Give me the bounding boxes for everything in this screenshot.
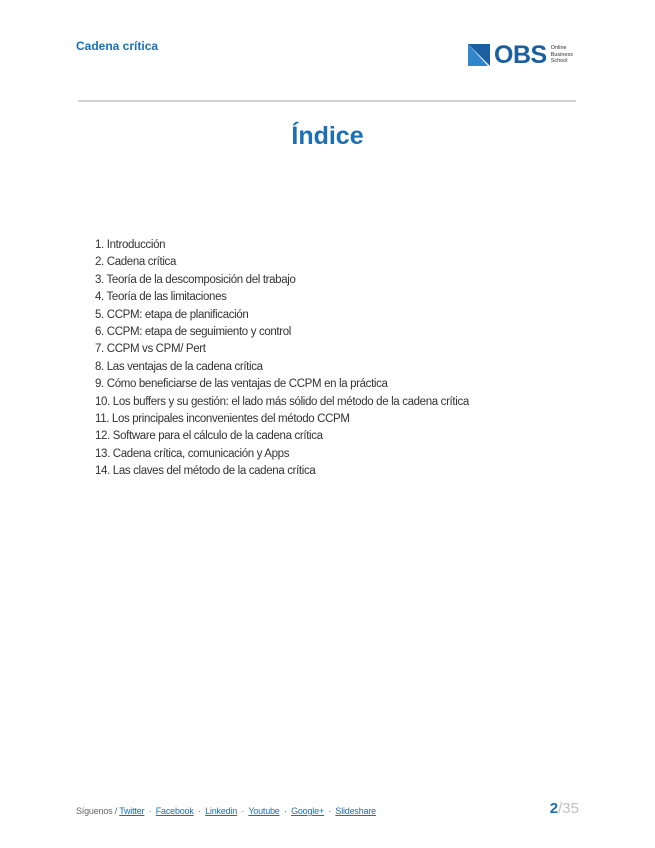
footer-separator: · [328, 806, 332, 816]
footer-separator: · [197, 806, 201, 816]
youtube-link[interactable]: Youtube [248, 806, 280, 816]
obs-logo [468, 42, 573, 68]
footer-separator: · [241, 806, 245, 816]
googleplus-link[interactable]: Google+ [291, 806, 324, 816]
toc-item: 12. Software para el cálculo de la cadena crítica [95, 430, 323, 443]
header-divider [78, 100, 576, 102]
logo-brand: OBS [494, 41, 547, 69]
toc-item: 13. Cadena crítica, comunicación y Apps [95, 447, 290, 460]
table-of-contents [95, 237, 469, 481]
obs-logo-mark-icon [468, 44, 490, 66]
linkedin-link[interactable]: Linkedin [205, 806, 238, 816]
slideshare-link[interactable]: Slideshare [335, 806, 376, 816]
total-pages: /35 [558, 800, 579, 817]
logo-subtitle [551, 45, 573, 65]
toc-item: 6. CCPM: etapa de seguimiento y control [95, 326, 292, 339]
toc-item: 2. Cadena crítica [95, 256, 176, 269]
footer-separator: · [283, 806, 287, 816]
footer-separator: · [148, 806, 152, 816]
twitter-link[interactable]: Twitter [119, 806, 145, 816]
toc-item: 5. CCPM: etapa de planificación [95, 308, 249, 321]
current-page: 2 [549, 800, 559, 817]
logo-sub-line: Business [550, 51, 574, 58]
toc-item: 14. Las claves del método de la cadena crítica [95, 465, 316, 478]
toc-item: 11. Los principales inconvenientes del método CCPM [95, 413, 350, 426]
footer-social [76, 806, 376, 816]
toc-item: 8. Las ventajas de la cadena crítica [95, 360, 263, 373]
page-title: Índice [291, 122, 364, 150]
logo-sub-line: Online [550, 45, 567, 52]
toc-item: 1. Introducción [95, 239, 166, 251]
toc-item: 9. Cómo beneficiarse de las ventajas de CCPM en la práctica [95, 378, 388, 391]
document-title: Cadena crítica [76, 39, 159, 53]
toc-item: 10. Los buffers y su gestión: el lado más sólido del método de la cadena crítica [95, 395, 469, 408]
toc-item: 3. Teoría de la descomposición del trabajo [95, 273, 296, 286]
facebook-link[interactable]: Facebook [155, 806, 194, 816]
page-number [550, 800, 579, 817]
toc-item: 4. Teoría de las limitaciones [95, 291, 227, 304]
follow-label: Síguenos / [76, 806, 118, 816]
logo-sub-line: School [550, 58, 568, 65]
toc-item: 7. CCPM vs CPM/ Pert [95, 343, 206, 356]
